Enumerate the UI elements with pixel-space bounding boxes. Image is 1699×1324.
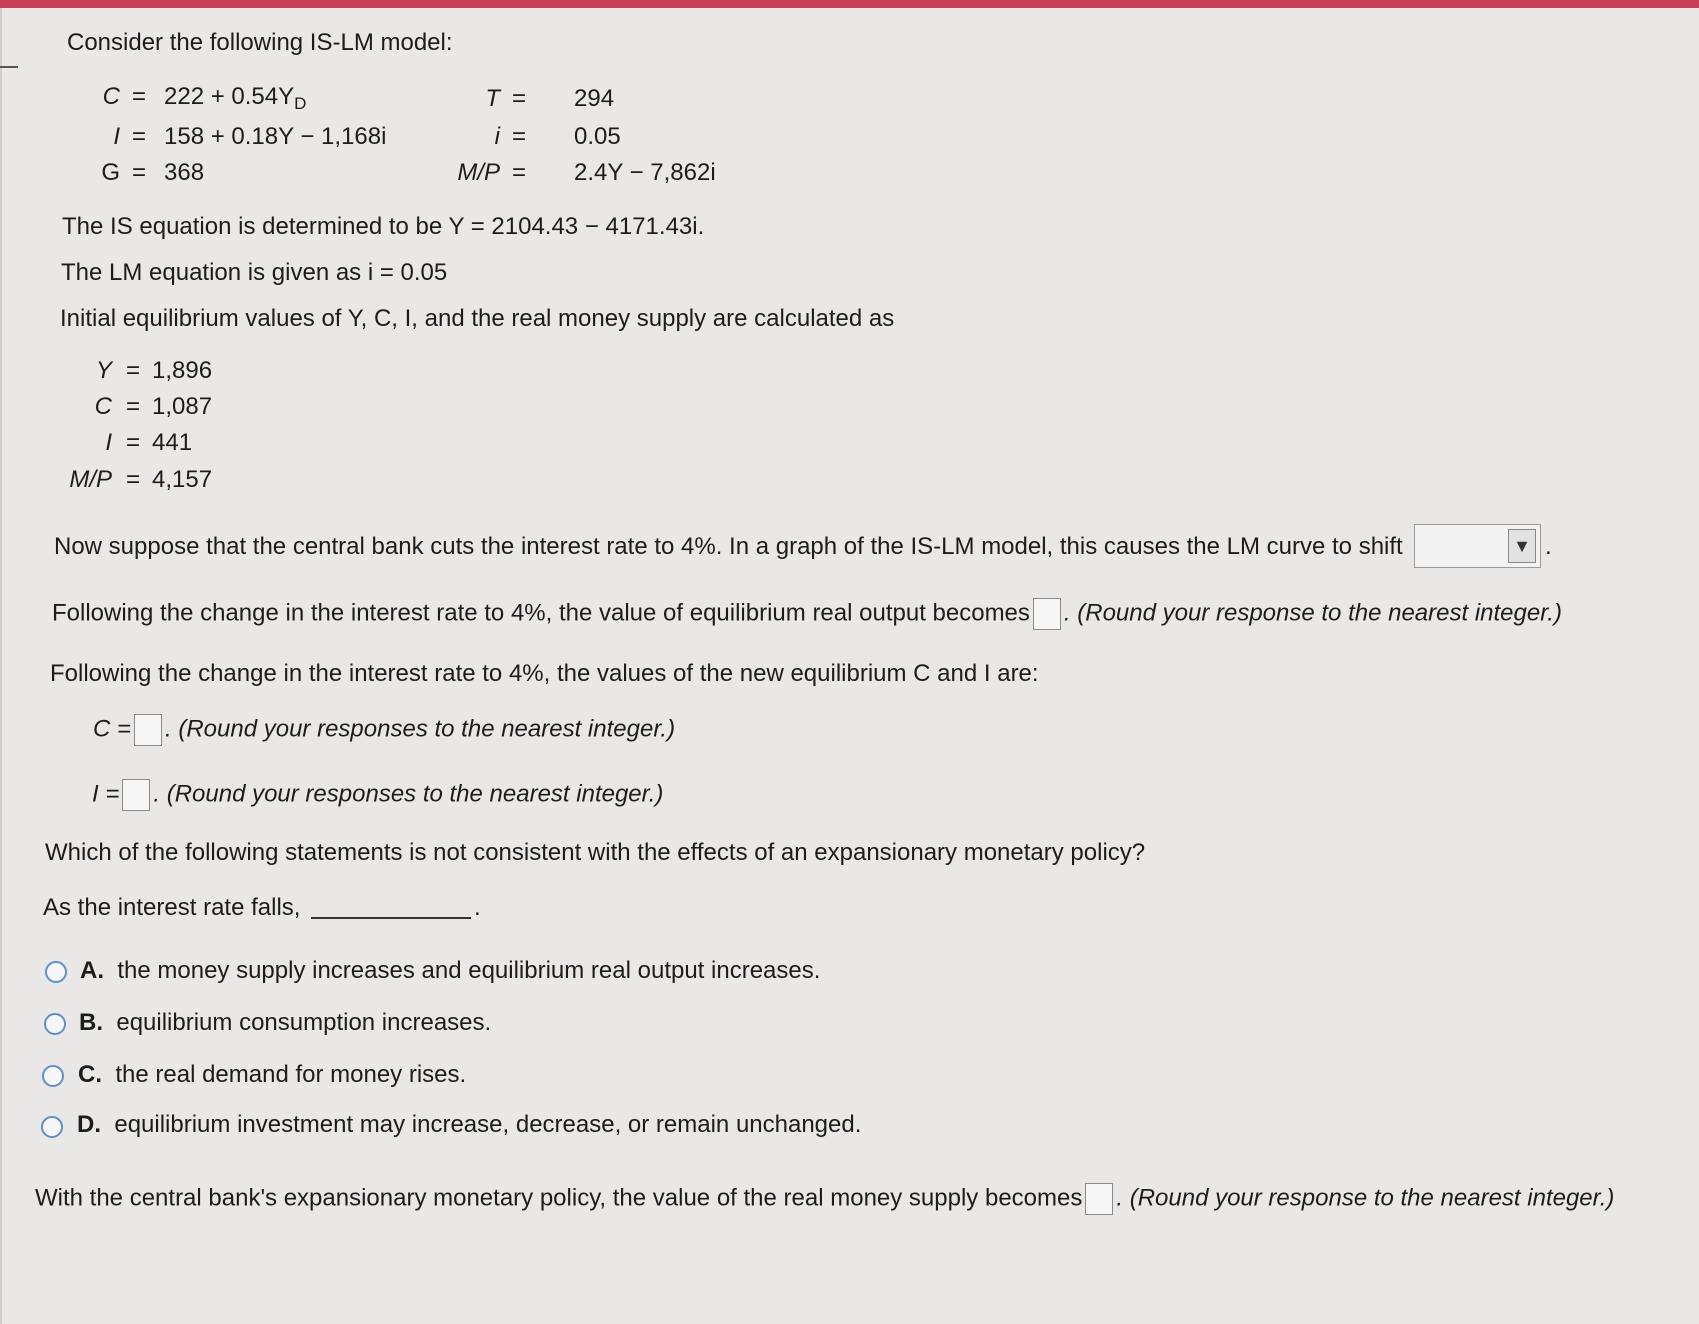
initial-lhs-y: Y xyxy=(95,357,112,384)
is-equation-text: The IS equation is determined to be Y = 2104.43 − 4171.43i. xyxy=(62,213,705,240)
money-supply-answer-input[interactable] xyxy=(1085,1183,1113,1215)
option-c-radio[interactable] xyxy=(42,1065,64,1087)
initial-eq-sign: = xyxy=(126,429,141,456)
model-eq-sign: = xyxy=(512,159,527,186)
output-answer-input[interactable] xyxy=(1033,598,1061,630)
option-c[interactable] xyxy=(78,1060,466,1090)
option-a-letter: A. xyxy=(80,957,104,984)
model-right-lhs-t: T xyxy=(485,85,500,112)
model-right-rhs-mp: 2.4Y − 7,862i xyxy=(574,159,716,186)
option-a-radio[interactable] xyxy=(45,961,67,983)
initial-val-i: 441 xyxy=(152,429,193,456)
model-left-lhs-i: I xyxy=(113,123,120,150)
q3-i-round-note: . (Round your responses to the nearest integer.) xyxy=(153,780,664,808)
option-a-text: the money supply increases and equilibrium real output increases. xyxy=(117,957,821,984)
option-d-radio[interactable] xyxy=(41,1116,63,1138)
q2-text: Following the change in the interest rate to 4%, the value of equilibrium real output becomes xyxy=(52,599,1030,627)
model-left-rhs-i: 158 + 0.18Y − 1,168i xyxy=(164,123,387,150)
model-eq-sign: = xyxy=(512,85,527,112)
model-eq-sign: = xyxy=(132,159,147,186)
option-d[interactable] xyxy=(77,1110,861,1140)
model-eq-sign: = xyxy=(132,123,147,150)
model-left-rhs-g: 368 xyxy=(164,159,205,186)
q2-round-note: . (Round your response to the nearest integer.) xyxy=(1063,599,1562,627)
model-left-lhs-g: G xyxy=(101,159,120,186)
q4-prompt: As the interest rate falls, xyxy=(43,894,301,921)
q2-line xyxy=(52,598,1562,630)
option-b-text: equilibrium consumption increases. xyxy=(116,1009,492,1036)
model-right-lhs-mp: M/P xyxy=(457,159,500,186)
model-right-rhs-i: 0.05 xyxy=(574,123,621,150)
q4-text: Which of the following statements is not consistent with the effects of an expansionary monetary policy? xyxy=(45,839,1146,866)
initial-val-c: 1,087 xyxy=(152,393,213,420)
model-left-lhs-c: C xyxy=(102,83,120,110)
initial-val-y: 1,896 xyxy=(152,357,213,384)
q1-period: . xyxy=(1545,533,1552,560)
model-right-rhs-t: 294 xyxy=(574,85,615,112)
initial-lhs-i: I xyxy=(105,429,112,456)
q3-c-label: C = xyxy=(93,715,132,743)
q3-c-line xyxy=(93,714,675,746)
q5-round-note: . (Round your response to the nearest integer.) xyxy=(1116,1184,1615,1212)
option-b[interactable] xyxy=(79,1008,491,1038)
lm-shift-dropdown[interactable] xyxy=(1414,524,1541,568)
investment-answer-input[interactable] xyxy=(122,779,150,811)
q5-line xyxy=(35,1183,1614,1215)
option-b-radio[interactable] xyxy=(44,1013,66,1035)
initial-values-text: Initial equilibrium values of Y, C, I, and the real money supply are calculated as xyxy=(60,305,895,332)
q3-text: Following the change in the interest rate to 4%, the values of the new equilibrium C and I are: xyxy=(50,660,1039,687)
intro-text: Consider the following IS-LM model: xyxy=(67,29,453,56)
option-d-text: equilibrium investment may increase, decrease, or remain unchanged. xyxy=(114,1111,862,1138)
option-b-letter: B. xyxy=(79,1009,103,1036)
q1-text: Now suppose that the central bank cuts the interest rate to 4%. In a graph of the IS-LM model, this causes the LM curve to shift xyxy=(54,533,1403,560)
model-right-lhs-i: i xyxy=(494,123,500,150)
q3-i-label: I = xyxy=(92,780,120,808)
model-eq-sign: = xyxy=(132,83,147,110)
model-eq-sign: = xyxy=(512,123,527,150)
option-c-text: the real demand for money rises. xyxy=(115,1061,467,1088)
initial-eq-sign: = xyxy=(126,466,141,493)
q3-c-round-note: . (Round your responses to the nearest integer.) xyxy=(165,715,676,743)
option-c-letter: C. xyxy=(78,1061,102,1088)
consumption-answer-input[interactable] xyxy=(134,714,162,746)
q3-i-line xyxy=(92,779,663,811)
option-a[interactable] xyxy=(80,956,820,986)
option-d-letter: D. xyxy=(77,1111,101,1138)
left-edge-border xyxy=(0,8,2,1324)
initial-eq-sign: = xyxy=(126,393,141,420)
q4-prompt-end: . xyxy=(474,894,481,921)
model-left-rhs-c: $222 + 0.54Y_D$ xyxy=(164,83,307,113)
top-accent-bar xyxy=(0,0,1699,8)
initial-eq-sign: = xyxy=(126,357,141,384)
initial-val-mp: 4,157 xyxy=(152,466,213,493)
dropdown-arrow-icon[interactable]: ▼ xyxy=(1508,529,1536,563)
initial-lhs-c: C xyxy=(94,393,112,420)
answer-blank-line xyxy=(311,917,471,919)
initial-lhs-mp: M/P xyxy=(69,466,112,493)
lm-equation-text: The LM equation is given as i = 0.05 xyxy=(61,259,448,286)
collapse-tick-icon[interactable] xyxy=(0,66,18,68)
q5-text: With the central bank's expansionary monetary policy, the value of the real money supply becomes xyxy=(35,1184,1083,1212)
